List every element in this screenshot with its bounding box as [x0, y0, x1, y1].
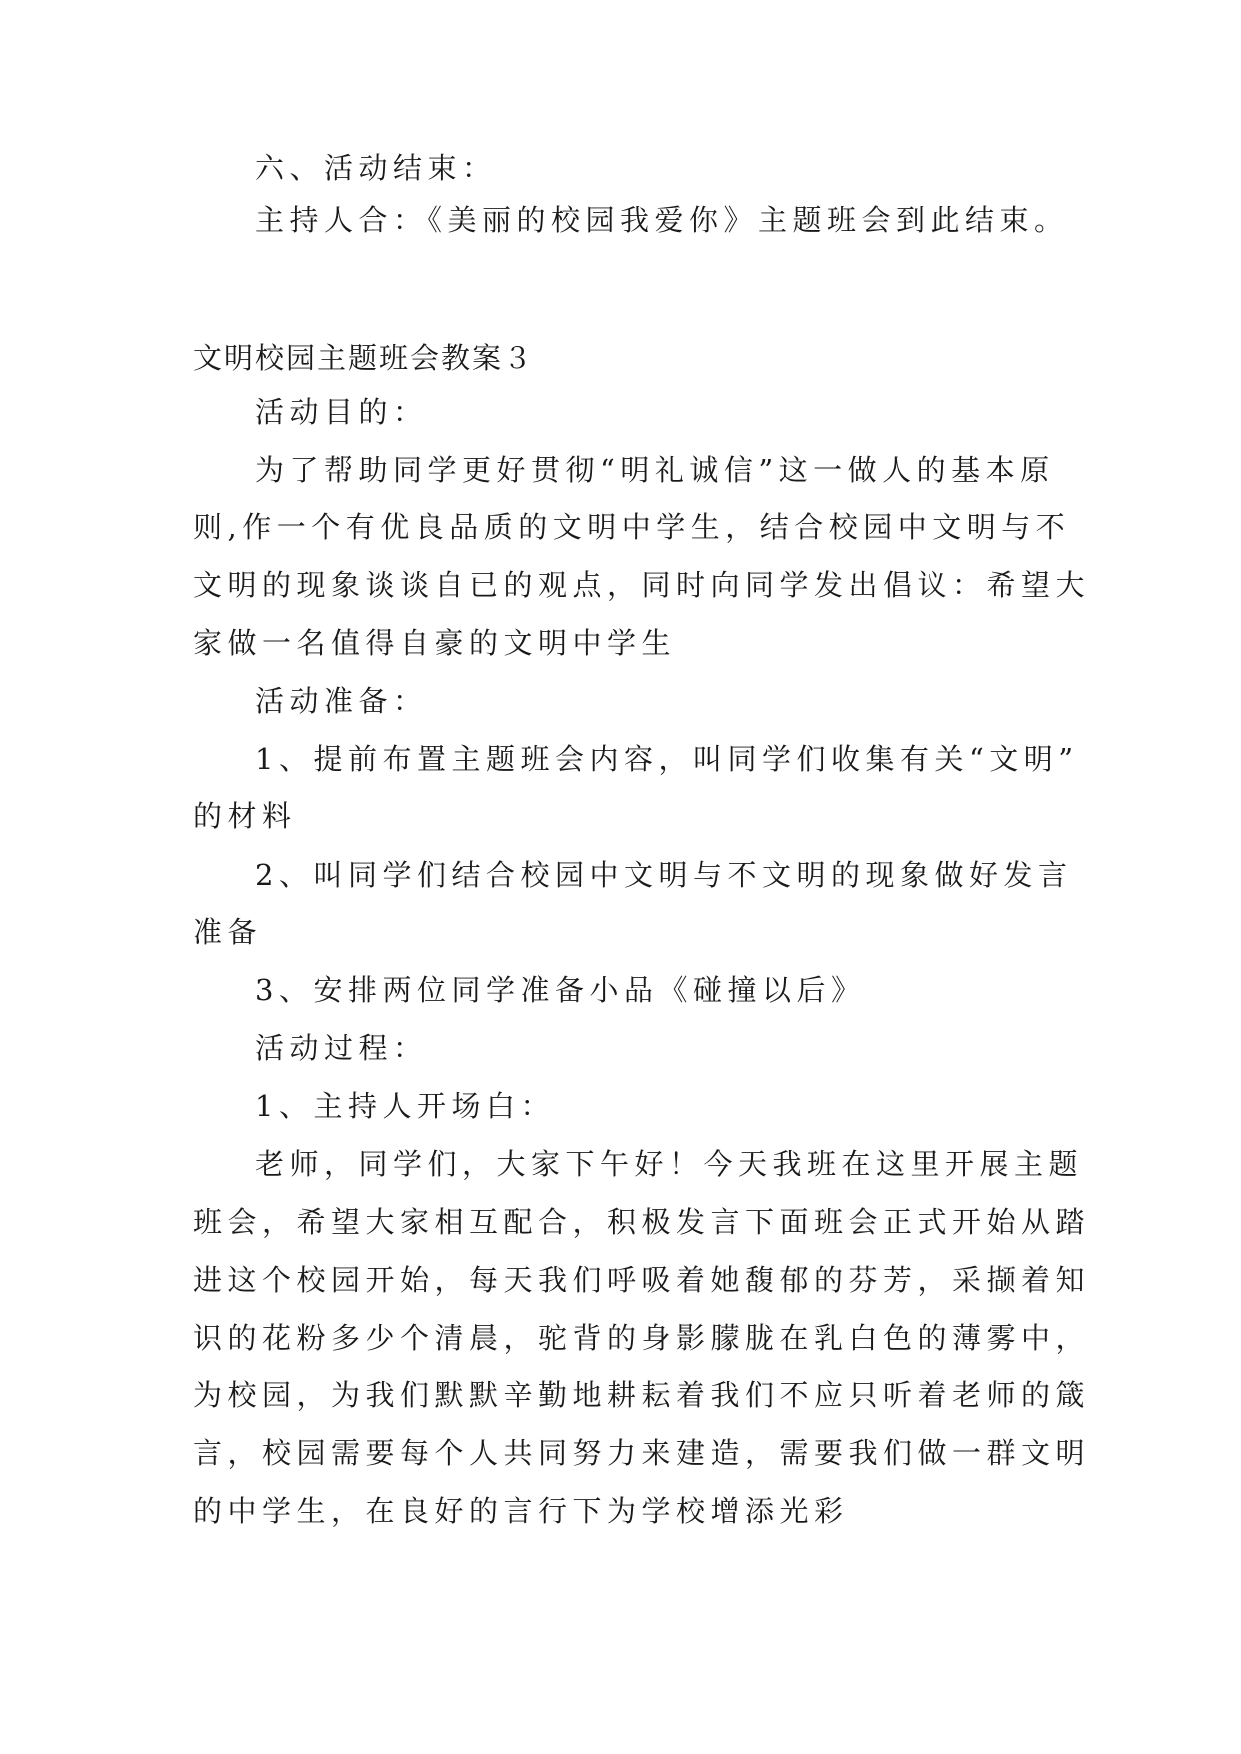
purpose-line: 则,作一个有优良品质的文明中学生，结合校园中文明与不 — [193, 510, 1071, 544]
prep-item-2: 2、叫同学们结合校园中文明与不文明的现象做好发言 — [255, 858, 1073, 892]
prep-item-1-cont: 的材料 — [193, 799, 297, 833]
purpose-heading: 活动目的： — [255, 395, 428, 429]
section-heading: 六、活动结束： — [255, 151, 497, 185]
opening-line: 班会，希望大家相互配合，积极发言下面班会正式开始从踏 — [193, 1205, 1091, 1239]
opening-line: 言，校园需要每个人共同努力来建造，需要我们做一群文明 — [193, 1436, 1091, 1470]
purpose-line: 文明的现象谈谈自已的观点，同时向同学发出倡议：希望大 — [193, 568, 1091, 602]
opening-line: 进这个校园开始，每天我们呼吸着她馥郁的芬芳，采撷着知 — [193, 1263, 1091, 1297]
opening-line: 识的花粉多少个清晨，驼背的身影朦胧在乳白色的薄雾中， — [193, 1321, 1091, 1355]
prep-heading: 活动准备： — [255, 684, 428, 718]
prep-item-2-cont: 准备 — [193, 915, 263, 949]
closing-line: 主持人合：《美丽的校园我爱你》主题班会到此结束。 — [255, 203, 1069, 237]
opening-line: 的中学生，在良好的言行下为学校增添光彩 — [193, 1494, 849, 1528]
lesson-title: 文明校园主题班会教案３ — [193, 341, 535, 375]
prep-item-3: 3、安排两位同学准备小品《碰撞以后》 — [255, 973, 866, 1007]
purpose-line: 为了帮助同学更好贯彻“明礼诚信”这一做人的基本原 — [255, 453, 1055, 487]
process-heading: 活动过程： — [255, 1031, 428, 1065]
opening-line: 老师，同学们，大家下午好！今天我班在这里开展主题 — [255, 1147, 1084, 1181]
process-step-1: 1、主持人开场白： — [255, 1089, 555, 1123]
opening-line: 为校园，为我们默默辛勤地耕耘着我们不应只听着老师的箴 — [193, 1378, 1091, 1412]
purpose-line: 家做一名值得自豪的文明中学生 — [193, 626, 677, 660]
prep-item-1: 1、提前布置主题班会内容，叫同学们收集有关“文明” — [255, 742, 1079, 776]
